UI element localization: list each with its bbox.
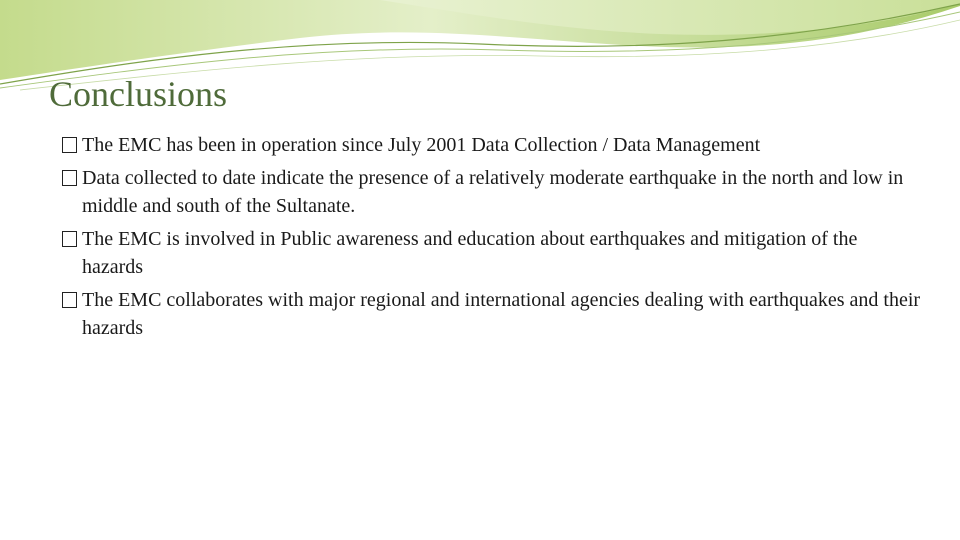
bullet-item [62, 131, 922, 160]
bullet-item [62, 286, 922, 343]
missing-glyph-box-icon [62, 231, 77, 247]
missing-glyph-box-icon [62, 170, 77, 186]
missing-glyph-box-icon [62, 137, 77, 153]
bullet-text: The EMC has been in operation since July 2001 Data Collection / Data Management [82, 134, 761, 156]
bullet-list [62, 131, 922, 347]
missing-glyph-box-icon [62, 292, 77, 308]
bullet-text: The EMC is involved in Public awareness and education about earthquakes and mitigation of the hazards [82, 227, 858, 278]
slide-title: Conclusions [49, 74, 228, 114]
bullet-item [62, 164, 922, 221]
bullet-text: The EMC collaborates with major regional and international agencies dealing with earthquakes and their hazards [82, 288, 921, 339]
bullet-text: Data collected to date indicate the presence of a relatively moderate earthquake in the north and low in middle and south of the Sultanate. [82, 166, 904, 217]
bullet-item [62, 225, 922, 282]
